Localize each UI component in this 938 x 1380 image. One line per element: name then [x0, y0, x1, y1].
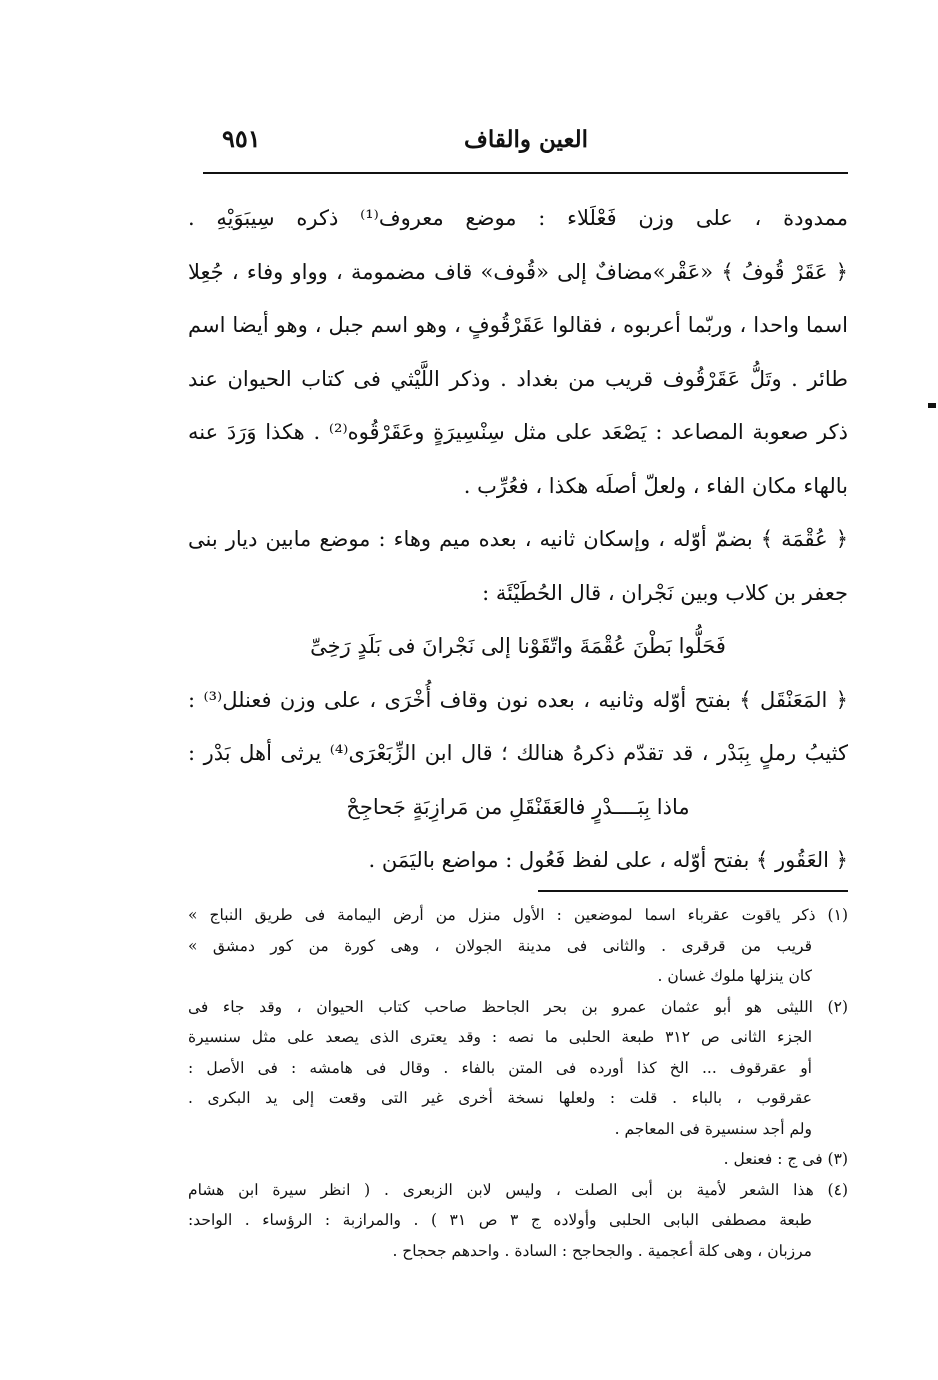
footnote-rule [538, 890, 848, 892]
running-header [200, 122, 850, 162]
footnote-line: ولم أجد سنسيرة فى المعاجم . [614, 1119, 812, 1138]
footnote-line: قريب من قرقرى . والثانى فى مدينة الجولان ، وهى كورة من كور دمشق » [188, 936, 812, 955]
footnote-line: (٤) هذا الشعر لأمية بن أبى الصلت ، وليس لابن الزبعرى . ( انظر سيرة ابن هشام [188, 1180, 848, 1199]
footnote-line: عقرقوب ، بالباء . قلت : ولعلها نسخة أخرى غير التى وقعت إلى يد البكرى . [188, 1089, 812, 1107]
entry-line: ﴿ عُقْمَة ﴾ بضمّ أوّله ، وإسكان ثانيه ، بعده ميم وهاء : موضع مابين ديار بنى [188, 527, 848, 551]
verse-line: ماذا بِبَــــدْرٍ فالعَقَنْقَلِ من مَرازِبَةٍ جَحاجِحْ [346, 794, 690, 819]
footnote-4 [188, 1175, 848, 1267]
entry-line: ﴿ العَقُور ﴾ بفتح أوّله ، على لفظ فَعُول : مواضع باليَمَن . [368, 848, 848, 872]
text-line: كثيبُ رملٍ بِبَدْر ، قد تقدّم ذكرهُ هنالك ؛ قال ابن الزِّبَعْرَى⁽⁴⁾ يرثى أهل بَدْر : [188, 741, 848, 765]
footnote-2 [188, 992, 848, 1145]
margin-mark [928, 403, 936, 408]
footnote-line: (٢) الليثى هو أبو عثمان عمرو بن بحر الجاحظ صاحب كتاب الحيوان ، وقد جاء فى [188, 997, 848, 1016]
entry-line: ﴿ المَعَنْقَل ﴾ بفتح أوّله وثانيه ، بعده نون وقاف أُخْرَى ، على وزن فعنلل⁽³⁾ : [188, 687, 848, 712]
text-line: طائر . وتَلُّ عَقَرْقُوف قريب من بغداد . وذكر اللَّيْثي فى كتاب الحيوان عند [188, 366, 848, 391]
text-line: ممدودة ، على وزن فَعْلَلاء : موضع معروف⁽¹⁾ ذكره سِيبَوَيْهِ . [188, 206, 848, 230]
page-number: ٩٥١ [222, 124, 261, 153]
footnote-3 [188, 1144, 848, 1175]
footnotes [188, 900, 848, 1266]
text-line: بالهاء مكان الفاء ، ولعلّ أصلَه هكذا ، فعُرِّب . [463, 473, 848, 498]
running-title: العين والقاف [464, 126, 588, 153]
footnote-line: مرزبان ، وهى كلة أعجمية . والجحاجح : السادة . واحدهم جحجاح . [392, 1241, 812, 1260]
footnote-line: الجزء الثانى ص ٣١٢ طبعة الحلبى ما نصه : وقد يعترى الذى يصعد على مثل سنسيرة [188, 1028, 812, 1046]
main-text [188, 192, 848, 888]
text-line: اسما واحدا ، وربّما أعربوه ، فقالوا عَقَرْقُوفٍ ، وهو اسم جبل ، وهو أيضا اسم [188, 313, 848, 337]
verse-line: فَحَلُّوا بَطْنَ عُقْمَةَ واتّقَوْنا إلى نَجْرانَ فى بَلَدٍ رَخِىِّ [310, 634, 726, 658]
text-line: جعفر بن كلاب وبين نَجْران ، قال الحُطَيْئَة : [482, 580, 848, 605]
footnote-1 [188, 900, 848, 992]
footnote-line: (١) ذكر ياقوت عقرباء اسما لموضعين : الأول منزل من أرض اليمامة فى طريق النباج » [188, 906, 848, 924]
entry-line: ﴿ عَقَرْ قُوفُ ﴾ «عَقْر»مضافٌ إلى «قُوف» قاف مضمومة ، وواو وفاء ، جُعِلا [188, 259, 848, 284]
footnote-line: طبعة مصطفى البابى الحلبى وأولاده ج ٣ ص ٣١ ) . والمرازبة : الرؤساء . الواحد: [188, 1211, 813, 1229]
footnote-line: كان ينزلها ملوك غسان . [657, 967, 812, 985]
header-rule [203, 172, 848, 174]
footnote-line: (٣) فى ج : فعنعل . [723, 1150, 848, 1168]
text-line: ذكر صعوبة المصاعد : يَصْعَد على مثل سِنْسِيرَةٍ وعَقَرْقُوه⁽²⁾ . هكذا وَرَدَ عنه [188, 420, 848, 444]
footnote-line: أو عقرقوف ... الخ كذا أورده فى المتن بالفاء . وقال فى هامشه : فى الأصل : [188, 1058, 812, 1077]
